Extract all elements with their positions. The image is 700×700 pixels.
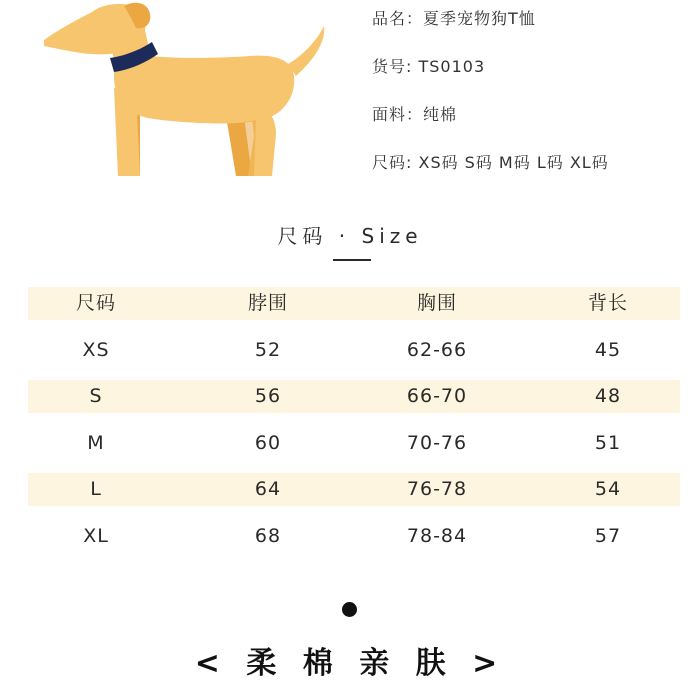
product-sizes: 尺码: XS码 S码 M码 L码 XL码 [372,153,609,172]
product-sku: 货号: TS0103 [372,57,486,76]
size-table [28,287,680,567]
cell-chest: 66-70 [406,385,468,408]
cell-chest: 62-66 [406,338,468,361]
cell-size: S [89,385,103,408]
cell-chest: 78-84 [406,524,468,547]
table-row [28,334,680,367]
cell-chest: 76-78 [406,478,468,501]
table-row [28,520,680,553]
header-size: 尺码 [75,292,116,314]
cell-size: XS [82,338,110,361]
dog-illustration [40,0,340,185]
cell-chest: 70-76 [406,431,468,454]
dot-icon [342,602,357,617]
cell-back-length: 45 [594,338,622,361]
cell-neck: 68 [254,524,282,547]
product-name: 品名：夏季宠物狗T恤 [372,9,536,28]
cell-neck: 56 [254,385,282,408]
table-header-row [28,287,680,320]
cell-back-length: 54 [594,478,622,501]
cell-back-length: 51 [594,431,622,454]
cell-neck: 60 [254,431,282,454]
size-section-title: 尺码 · Size [277,224,423,248]
table-row [28,380,680,413]
header-back-length: 背长 [587,292,628,314]
table-row [28,473,680,506]
cell-size: XL [83,524,109,547]
cell-size: L [90,478,102,501]
cell-neck: 64 [254,478,282,501]
feature-banner: < 柔 棉 亲 肤 > [194,646,506,681]
cell-neck: 52 [254,338,282,361]
cell-back-length: 57 [594,524,622,547]
cell-back-length: 48 [594,385,622,408]
header-chest: 胸围 [416,292,457,314]
header-neck: 脖围 [247,292,288,314]
table-row [28,427,680,460]
title-divider [333,259,371,261]
product-material: 面料：纯棉 [372,105,458,124]
cell-size: M [87,431,105,454]
